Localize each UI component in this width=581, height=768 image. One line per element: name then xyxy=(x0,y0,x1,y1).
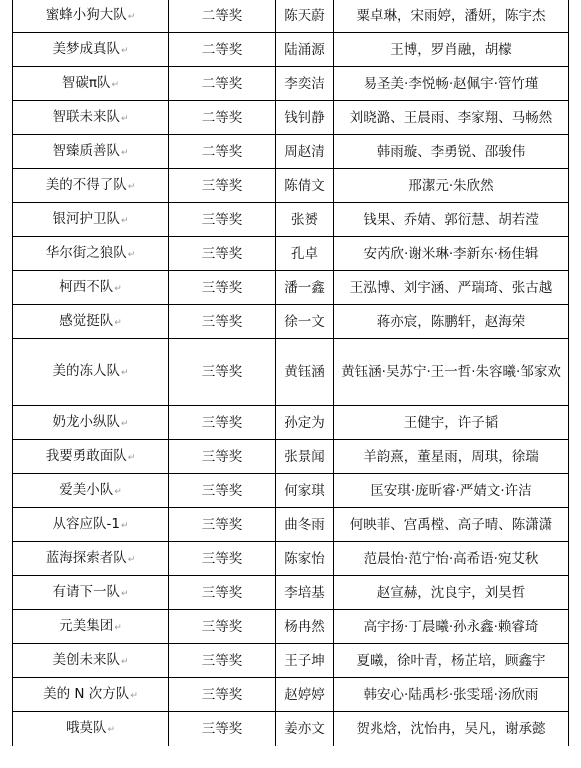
table-row xyxy=(13,474,569,508)
award-cell xyxy=(169,305,276,339)
table-row xyxy=(13,203,569,237)
members-cell xyxy=(334,135,569,169)
members-text: 赵宣赫，沈良宇，刘昊哲 xyxy=(376,584,526,601)
team-name-text: 元美集团 xyxy=(59,617,114,634)
award-text: 三等奖 xyxy=(201,245,243,262)
paragraph-mark-icon: ↵ xyxy=(130,690,138,701)
paragraph-mark-icon: ↵ xyxy=(127,249,136,260)
team-name-text: 有请下一队 xyxy=(52,583,120,600)
advisor-text: 陈倩文 xyxy=(284,177,325,194)
members-cell xyxy=(334,508,569,542)
advisor-cell xyxy=(276,644,334,678)
award-text: 三等奖 xyxy=(201,686,243,703)
award-cell xyxy=(169,203,276,237)
award-text: 三等奖 xyxy=(201,618,243,635)
table-row xyxy=(13,305,569,339)
team-name-text: 感觉挺队 xyxy=(59,312,114,329)
table-row xyxy=(13,678,569,712)
members-text: 高宇扬·丁晨曦·孙永鑫·赖睿琦 xyxy=(363,618,539,635)
award-text: 三等奖 xyxy=(201,516,243,533)
advisor-cell xyxy=(276,305,334,339)
team-name-text: 我要勇敢面队 xyxy=(45,447,127,464)
advisor-cell xyxy=(276,406,334,440)
award-text: 二等奖 xyxy=(201,41,243,58)
table-row xyxy=(13,237,569,271)
members-text: 韩安心·陆禹杉·张雯瑶·汤欣雨 xyxy=(363,686,539,703)
table-row xyxy=(13,508,569,542)
members-cell xyxy=(334,0,569,33)
advisor-text: 潘一鑫 xyxy=(284,279,325,296)
team-name-text: 美的不得了队 xyxy=(45,176,127,193)
members-text: 羊韵熹，董星雨，周琪，徐瑞 xyxy=(363,448,539,465)
members-cell xyxy=(334,67,569,101)
team-name-cell xyxy=(13,169,169,203)
team-name-cell xyxy=(13,203,169,237)
award-text: 二等奖 xyxy=(201,109,243,126)
award-cell xyxy=(169,712,276,747)
award-text: 三等奖 xyxy=(201,313,243,330)
paragraph-mark-icon: ↵ xyxy=(127,12,136,22)
award-text: 二等奖 xyxy=(201,8,243,24)
paragraph-mark-icon: ↵ xyxy=(120,45,129,56)
award-cell xyxy=(169,135,276,169)
members-text: 蒋亦宸，陈鹏轩，赵海荣 xyxy=(376,313,526,330)
advisor-cell xyxy=(276,101,334,135)
members-text: 范晨怡·范宁怡·高希语·宛艾秋 xyxy=(363,550,539,567)
advisor-cell xyxy=(276,542,334,576)
award-cell xyxy=(169,33,276,67)
team-name-cell xyxy=(13,644,169,678)
award-text: 三等奖 xyxy=(201,721,243,737)
award-text: 三等奖 xyxy=(201,584,243,601)
team-name-text: 爱美小队 xyxy=(59,481,114,498)
members-cell xyxy=(334,440,569,474)
paragraph-mark-icon: ↵ xyxy=(127,181,136,192)
advisor-cell xyxy=(276,712,334,747)
paragraph-mark-icon: ↵ xyxy=(127,452,136,463)
award-cell xyxy=(169,169,276,203)
team-name-text: 奶龙小纵队 xyxy=(52,413,120,430)
paragraph-mark-icon: ↵ xyxy=(114,486,122,497)
advisor-text: 孙定为 xyxy=(284,414,325,431)
paragraph-mark-icon: ↵ xyxy=(120,113,129,124)
award-cell xyxy=(169,339,276,406)
table-row xyxy=(13,67,569,101)
advisor-cell xyxy=(276,67,334,101)
members-cell xyxy=(334,474,569,508)
members-text: 夏曦，徐叶青，杨芷培，顾鑫宇 xyxy=(356,652,546,669)
team-name-text: 银河护卫队 xyxy=(52,210,120,227)
team-name-text: 哦莫队 xyxy=(65,720,107,736)
advisor-cell xyxy=(276,576,334,610)
advisor-text: 张赟 xyxy=(291,211,318,228)
members-cell xyxy=(334,169,569,203)
members-text: 钱果、乔婧、郭衍慧、胡若滢 xyxy=(363,211,539,228)
table-row xyxy=(13,101,569,135)
advisor-cell xyxy=(276,169,334,203)
team-name-cell xyxy=(13,678,169,712)
members-text: 韩雨璇、李勇锐、邵骏伟 xyxy=(376,143,526,160)
awards-table-body xyxy=(13,0,569,746)
award-text: 三等奖 xyxy=(201,177,243,194)
award-text: 三等奖 xyxy=(201,448,243,465)
advisor-cell xyxy=(276,474,334,508)
team-name-cell xyxy=(13,135,169,169)
advisor-text: 何家琪 xyxy=(284,482,325,499)
award-cell xyxy=(169,101,276,135)
team-name-cell xyxy=(13,406,169,440)
team-name-cell xyxy=(13,305,169,339)
team-name-cell xyxy=(13,67,169,101)
team-name-cell xyxy=(13,712,169,747)
advisor-text: 赵婷婷 xyxy=(284,686,325,703)
award-cell xyxy=(169,508,276,542)
advisor-text: 姜亦文 xyxy=(284,721,325,737)
members-text: 粟卓琳，宋雨婷，潘妍，陈宇杰 xyxy=(356,8,546,24)
paragraph-mark-icon: ↵ xyxy=(127,554,136,565)
team-name-cell xyxy=(13,508,169,542)
award-cell xyxy=(169,542,276,576)
members-cell xyxy=(334,237,569,271)
advisor-text: 陈天蔚 xyxy=(284,8,325,24)
team-name-cell xyxy=(13,610,169,644)
award-text: 三等奖 xyxy=(201,652,243,669)
team-name-text: 华尔街之狼队 xyxy=(45,244,127,261)
members-text: 贺兆焓，沈怡冉，吴凡，谢承懿 xyxy=(356,721,546,737)
table-row xyxy=(13,169,569,203)
paragraph-mark-icon: ↵ xyxy=(120,368,129,378)
members-cell xyxy=(334,305,569,339)
advisor-cell xyxy=(276,678,334,712)
members-text: 王泓博、刘宇涵、严瑞琦、张古越 xyxy=(349,279,553,296)
table-row xyxy=(13,644,569,678)
members-text: 易圣美·李悦畅·赵佩宇·管竹瑾 xyxy=(363,75,539,92)
paragraph-mark-icon: ↵ xyxy=(114,283,122,294)
team-name-cell xyxy=(13,474,169,508)
paragraph-mark-icon: ↵ xyxy=(111,79,120,90)
members-cell xyxy=(334,339,569,406)
awards-table xyxy=(12,0,569,746)
advisor-text: 陆涌源 xyxy=(284,41,325,58)
members-cell xyxy=(334,610,569,644)
advisor-text: 黄钰涵 xyxy=(284,364,325,380)
members-text: 匡安琪·庞昕睿·严婧文·许洁 xyxy=(370,482,532,499)
table-row xyxy=(13,33,569,67)
paragraph-mark-icon: ↵ xyxy=(120,520,129,531)
table-row xyxy=(13,712,569,747)
paragraph-mark-icon: ↵ xyxy=(107,725,116,735)
members-text: 邢潔元·朱欣然 xyxy=(408,177,494,194)
team-name-text: 从容应队-1 xyxy=(52,515,120,532)
advisor-cell xyxy=(276,0,334,33)
members-text: 安芮欣·谢米琳·李新东·杨佳辑 xyxy=(363,245,539,262)
team-name-text: 智联未来队 xyxy=(52,108,120,125)
members-cell xyxy=(334,203,569,237)
team-name-cell xyxy=(13,0,169,33)
team-name-cell xyxy=(13,339,169,406)
members-cell xyxy=(334,271,569,305)
members-text: 刘晓潞、王晨雨、李家翔、马畅然 xyxy=(349,109,553,126)
advisor-cell xyxy=(276,237,334,271)
advisor-cell xyxy=(276,339,334,406)
table-row xyxy=(13,271,569,305)
advisor-cell xyxy=(276,610,334,644)
award-text: 三等奖 xyxy=(201,211,243,228)
paragraph-mark-icon: ↵ xyxy=(120,588,129,599)
advisor-cell xyxy=(276,203,334,237)
team-name-text: 美梦成真队 xyxy=(52,40,120,57)
award-cell xyxy=(169,610,276,644)
paragraph-mark-icon: ↵ xyxy=(114,317,122,328)
team-name-text: 智碳π队 xyxy=(61,74,111,91)
award-cell xyxy=(169,67,276,101)
members-cell xyxy=(334,712,569,747)
paragraph-mark-icon: ↵ xyxy=(120,656,129,667)
advisor-cell xyxy=(276,33,334,67)
award-cell xyxy=(169,440,276,474)
paragraph-mark-icon: ↵ xyxy=(120,147,129,158)
award-text: 三等奖 xyxy=(201,482,243,499)
members-cell xyxy=(334,576,569,610)
advisor-cell xyxy=(276,135,334,169)
table-row xyxy=(13,576,569,610)
advisor-text: 杨冉然 xyxy=(284,618,325,635)
advisor-text: 陈家怡 xyxy=(284,550,325,567)
team-name-cell xyxy=(13,101,169,135)
members-text: 何映菲、宫禹樘、高子晴、陈潇潇 xyxy=(349,516,553,533)
table-row xyxy=(13,440,569,474)
members-text: 王健宇，许子韬 xyxy=(403,414,499,431)
table-row xyxy=(13,610,569,644)
award-text: 二等奖 xyxy=(201,143,243,160)
team-name-text: 美的 N 次方队 xyxy=(43,685,130,702)
advisor-text: 张景闻 xyxy=(284,448,325,465)
table-row xyxy=(13,542,569,576)
award-cell xyxy=(169,474,276,508)
team-name-text: 柯西不队 xyxy=(59,278,114,295)
advisor-text: 周赵清 xyxy=(284,143,325,160)
award-text: 二等奖 xyxy=(201,75,243,92)
advisor-cell xyxy=(276,271,334,305)
table-row xyxy=(13,406,569,440)
team-name-text: 蓝海探索者队 xyxy=(45,549,127,566)
award-text: 三等奖 xyxy=(201,279,243,296)
paragraph-mark-icon: ↵ xyxy=(120,418,129,429)
table-row xyxy=(13,135,569,169)
team-name-text: 美创未来队 xyxy=(52,651,120,668)
team-name-cell xyxy=(13,237,169,271)
team-name-cell xyxy=(13,542,169,576)
team-name-cell xyxy=(13,576,169,610)
award-cell xyxy=(169,678,276,712)
award-cell xyxy=(169,237,276,271)
award-cell xyxy=(169,0,276,33)
members-cell xyxy=(334,644,569,678)
team-name-cell xyxy=(13,440,169,474)
team-name-text: 美的冻人队 xyxy=(52,363,120,379)
advisor-text: 孔卓 xyxy=(291,245,318,262)
award-cell xyxy=(169,644,276,678)
team-name-text: 蜜蜂小狗大队 xyxy=(45,7,127,23)
award-text: 三等奖 xyxy=(201,414,243,431)
paragraph-mark-icon: ↵ xyxy=(120,215,129,226)
award-text: 三等奖 xyxy=(201,550,243,567)
advisor-text: 李培基 xyxy=(284,584,325,601)
advisor-cell xyxy=(276,440,334,474)
table-row xyxy=(13,0,569,33)
award-text: 三等奖 xyxy=(201,364,243,380)
table-row xyxy=(13,339,569,406)
advisor-text: 李奕洁 xyxy=(284,75,325,92)
award-cell xyxy=(169,576,276,610)
paragraph-mark-icon: ↵ xyxy=(114,622,122,633)
members-text: 王博，罗肖融，胡檬 xyxy=(390,41,512,58)
members-cell xyxy=(334,101,569,135)
team-name-text: 智臻质善队 xyxy=(52,142,120,159)
members-cell xyxy=(334,678,569,712)
advisor-text: 王子坤 xyxy=(284,652,325,669)
advisor-cell xyxy=(276,508,334,542)
members-cell xyxy=(334,542,569,576)
award-cell xyxy=(169,406,276,440)
members-cell xyxy=(334,33,569,67)
advisor-text: 钱钊静 xyxy=(284,109,325,126)
members-text: 黄钰涵·吴苏宁·王一哲·朱容曦·邹家欢 xyxy=(341,364,561,380)
advisor-text: 曲冬雨 xyxy=(284,516,325,533)
team-name-cell xyxy=(13,33,169,67)
award-cell xyxy=(169,271,276,305)
advisor-text: 徐一文 xyxy=(284,313,325,330)
team-name-cell xyxy=(13,271,169,305)
members-cell xyxy=(334,406,569,440)
